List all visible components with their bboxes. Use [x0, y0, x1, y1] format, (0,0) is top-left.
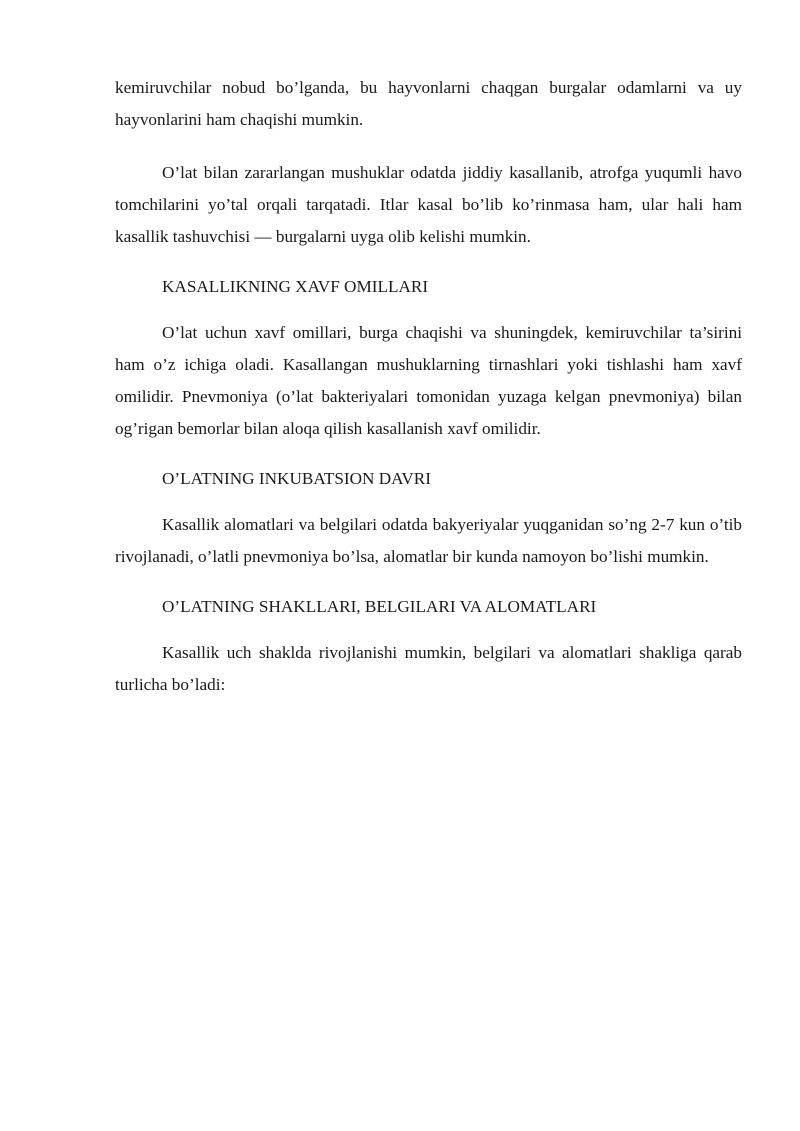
spacer: [115, 623, 742, 637]
section-heading-risk-factors: KASALLIKNING XAVF OMILLARI: [162, 277, 429, 296]
spacer: [115, 136, 742, 157]
spacer: [115, 303, 742, 317]
spacer: [115, 495, 742, 509]
spacer: [115, 573, 742, 591]
paragraph-continuation: kemiruvchilar nobud bo’lganda, bu hayvonlarni chaqgan burgalar odamlarni va uy hayvonlarini ham chaqishi mumkin.: [115, 78, 742, 129]
spacer: [115, 445, 742, 463]
paragraph-cats-dogs: O’lat bilan zararlangan mushuklar odatda jiddiy kasallanib, atrofga yuqumli havo tomchilarini yo’tal orqali tarqatadi. Itlar kasal bo’lib ko’rinmasa ham, ular hali ham kasallik tashuvchisi — burgalarni uyga olib kelishi mumkin.: [115, 163, 742, 246]
section-heading-incubation: O’LATNING INKUBATSION DAVRI: [162, 469, 431, 488]
spacer: [115, 253, 742, 271]
paragraph-incubation: Kasallik alomatlari va belgilari odatda bakyeriyalar yuqganidan so’ng 2-7 kun o’tib rivojlanadi, o’latli pnevmoniya bo’lsa, alomatlar bir kunda namoyon bo’lishi mumkin.: [115, 515, 742, 566]
paragraph-risk-factors: O’lat uchun xavf omillari, burga chaqishi va shuningdek, kemiruvchilar ta’sirini ham o’z ichiga oladi. Kasallangan mushuklarning tirnashlari yoki tishlashi ham xavf omilidir. Pnevmoniya (o’lat bakteriyalari tomonidan yuzaga kelgan pnevmoniya) bilan og’rigan bemorlar bilan aloqa qilish kasallanish xavf omilidir.: [115, 323, 742, 438]
document-body: [115, 72, 742, 701]
paragraph-forms: Kasallik uch shaklda rivojlanishi mumkin, belgilari va alomatlari shakliga qarab turlicha bo’ladi:: [115, 643, 742, 694]
section-heading-forms-symptoms: O’LATNING SHAKLLARI, BELGILARI VA ALOMATLARI: [162, 597, 597, 616]
